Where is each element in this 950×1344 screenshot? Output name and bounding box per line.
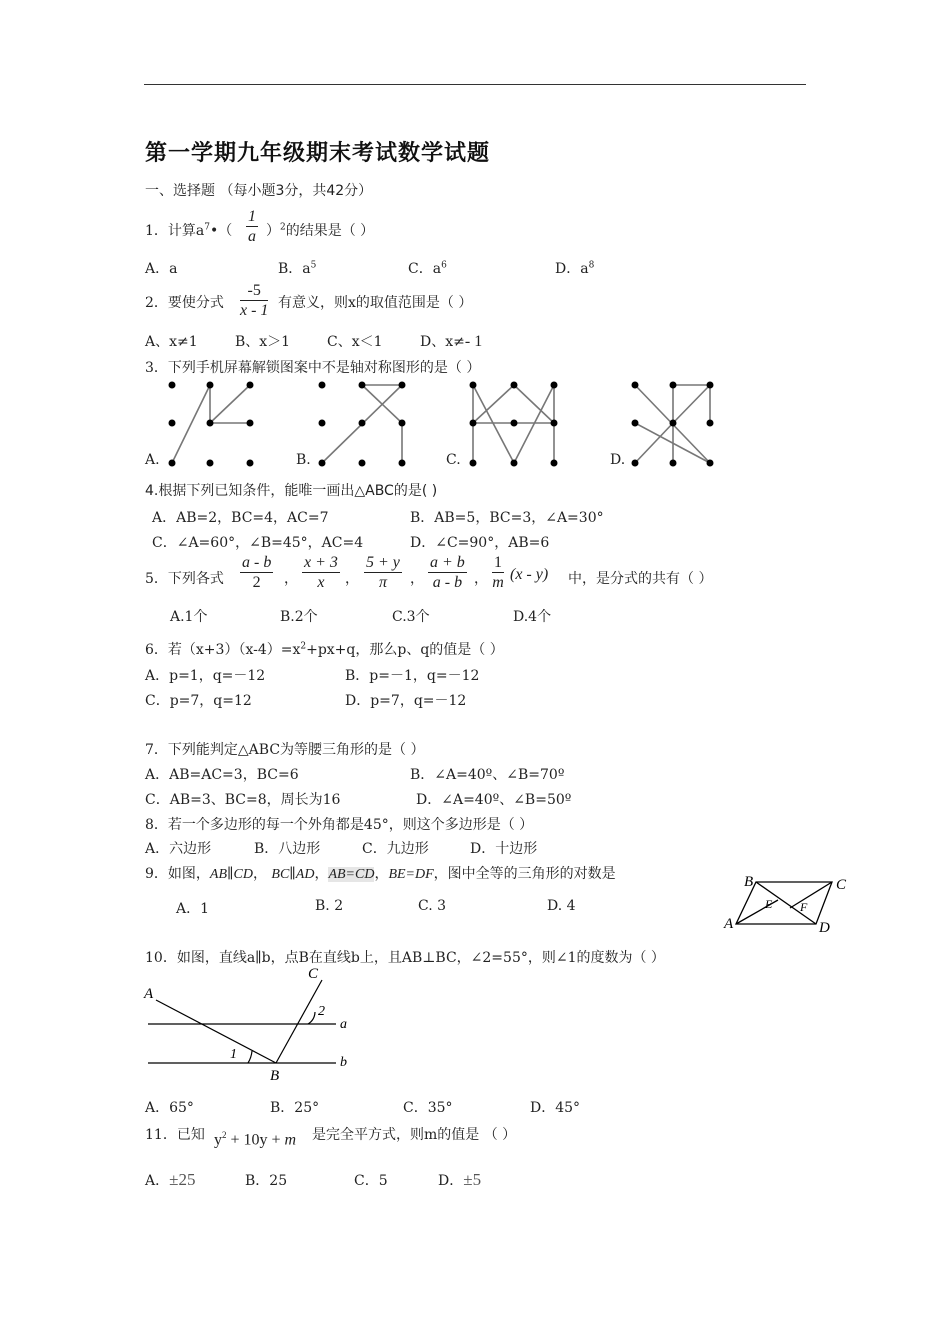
- q1-option-c-sup: 6: [441, 260, 447, 271]
- q9-label-b: B: [744, 874, 754, 890]
- q9-label-d: D: [819, 920, 830, 936]
- q6-text-pre: 6．若（x+3）（x-4）=x: [145, 642, 301, 658]
- q1-option-d-sup: 8: [588, 260, 595, 271]
- question-1: [145, 220, 232, 240]
- q3-pattern-dot: [399, 420, 406, 427]
- q10-label-line-b: b: [340, 1055, 347, 1070]
- q5-comma-1: ，: [284, 571, 298, 587]
- q1-option-d: [555, 258, 594, 278]
- q11-expr-m: m: [284, 1131, 297, 1149]
- q11-option-a: [145, 1170, 195, 1190]
- q1-frac-num: 1: [248, 208, 256, 225]
- q10-label-b-point: B: [270, 1068, 280, 1084]
- q3-pattern-dot: [169, 382, 176, 389]
- q2-fraction: [240, 282, 268, 321]
- q3-pattern-dot: [319, 460, 326, 467]
- q9-option-d: D. 4: [547, 898, 576, 914]
- q1-option-d-text: D．a: [555, 261, 589, 277]
- q11-option-d-value: ±5: [463, 1170, 482, 1189]
- q11-pre: 11．已知: [145, 1127, 205, 1143]
- q5-frac-3: [364, 554, 402, 593]
- q3-pattern-dot: [670, 382, 677, 389]
- q9-cond-4: BE=DF: [388, 867, 434, 882]
- q11-post: 是完全平方式，则m的值是 （ ）: [312, 1127, 517, 1143]
- q3-pattern-dot: [670, 420, 677, 427]
- q1-pre: 1．计算a: [145, 223, 205, 239]
- q3-pattern-dot: [470, 382, 477, 389]
- q10-text: 10．如图，直线a∥b，点B在直线b上，且AB⊥BC，∠2=55°，则∠1的度数为（ ）: [145, 950, 665, 966]
- q9-label-f: F: [800, 900, 808, 914]
- q3-pattern-dot: [359, 382, 366, 389]
- q3-pattern-dot: [670, 460, 677, 467]
- q6-text: [145, 639, 504, 659]
- q3-label-b: B.: [296, 452, 311, 468]
- q9-label-c: C: [836, 877, 847, 893]
- q5-frac-3-num: 5 + y: [366, 554, 400, 571]
- q9-post: ，图中全等的三角形的对数是: [433, 866, 616, 882]
- q3-pattern-dot: [399, 460, 406, 467]
- q5-post: 中，是分式的共有（ ）: [568, 571, 713, 587]
- q4-option-a: A．AB=2，BC=4，AC=7: [152, 510, 329, 526]
- q3-pattern-dot: [551, 382, 558, 389]
- q8-option-b: B．八边形: [254, 841, 321, 857]
- q3-figures: [140, 375, 730, 475]
- q10-option-a: A．65°: [145, 1100, 194, 1116]
- q3-pattern-dot: [707, 460, 714, 467]
- q1-option-a: [145, 258, 177, 278]
- q3-pattern-dot: [632, 420, 639, 427]
- q3-pattern-dot: [511, 382, 518, 389]
- q5-frac-3-den: π: [378, 574, 387, 591]
- q8-option-d: D．十边形: [470, 841, 538, 857]
- q9-cond-1: AB∥CD: [209, 867, 253, 882]
- q3-pattern-dot: [247, 420, 254, 427]
- q1-frac-den: a: [248, 228, 256, 245]
- q3-pattern-dot: [207, 420, 214, 427]
- q3-pattern-dot: [632, 460, 639, 467]
- q1-post-b: 的结果是（ ）: [285, 223, 375, 239]
- q9-cond-3: AB=CD: [328, 867, 375, 882]
- q1-mid: •（: [210, 223, 233, 239]
- q1-option-a-text: A．a: [145, 261, 178, 277]
- q3-label-c: C.: [446, 452, 461, 468]
- q7-option-a: A．AB=AC=3，BC=6: [145, 767, 299, 783]
- q3-pattern-dot: [169, 420, 176, 427]
- q2-frac-num: -5: [240, 282, 268, 301]
- q9-option-c: C. 3: [418, 898, 447, 914]
- q2-option-a: A、x≠1: [145, 334, 198, 350]
- q5-option-a: A.1个: [170, 609, 208, 625]
- q5-frac-1-den: 2: [252, 574, 261, 591]
- q5-frac-4-num: a + b: [430, 554, 465, 571]
- q2-frac-den: x - 1: [240, 302, 269, 319]
- q6-sup: 2: [300, 641, 307, 652]
- q5-frac-1: [240, 554, 273, 593]
- q9-label-e: E: [765, 897, 773, 911]
- q4-option-c: C．∠A=60°，∠B=45°，AC=4: [152, 535, 364, 551]
- q9-option-a: A．1: [176, 901, 210, 917]
- q9-pre: 9．如图，: [145, 866, 210, 882]
- q1-fraction: [246, 208, 258, 247]
- q2-post: 有意义，则x的取值范围是（ ）: [278, 295, 473, 311]
- q11-option-b: B．25: [245, 1173, 288, 1189]
- q11-option-a-value: ±25: [169, 1170, 196, 1189]
- q3-text: 3．下列手机屏幕解锁图案中不是轴对称图形的是（ ）: [145, 360, 481, 376]
- q5-option-c: C.3个: [392, 609, 430, 625]
- q10-option-d: D．45°: [530, 1100, 581, 1116]
- q6-option-b: B．p=－1，q=－12: [345, 668, 480, 684]
- q1-post: [266, 220, 374, 240]
- q5-tail-expr: (x - y): [510, 566, 549, 583]
- q10-parallel-lines-figure: [140, 962, 360, 1084]
- header-rule: [144, 84, 806, 85]
- q11-expr-sup: 2: [222, 1130, 227, 1140]
- q3-pattern-dot: [399, 382, 406, 389]
- q3-pattern-dot: [359, 420, 366, 427]
- q9-label-a: A: [724, 916, 734, 932]
- q9-sep-2: ，: [314, 866, 329, 882]
- q10-label-angle-1: 1: [230, 1047, 237, 1062]
- q7-option-c: C．AB=3、BC=8，周长为16: [145, 792, 341, 808]
- q5-pre: 5．下列各式: [145, 571, 224, 587]
- q5-frac-5-num: 1: [494, 554, 502, 571]
- q9-sep-1: ，: [252, 866, 272, 882]
- q3-pattern-dot: [511, 420, 518, 427]
- q1-option-b-text: B．a: [278, 261, 311, 277]
- q2-option-d-text: D、x≠: [420, 334, 465, 350]
- q5-frac-2-num: x + 3: [304, 554, 338, 571]
- q5-option-b: B.2个: [280, 609, 318, 625]
- q2-option-c: C、x＜1: [327, 334, 383, 350]
- q11-expr-mid: + 10y +: [226, 1131, 285, 1149]
- q2-pre: 2．要使分式: [145, 295, 224, 311]
- q7-text: 7．下列能判定△ABC为等腰三角形的是（ ）: [145, 742, 425, 758]
- q3-pattern-dot: [207, 382, 214, 389]
- q3-pattern-dot: [247, 460, 254, 467]
- q6-option-c: C．p=7，q=12: [145, 693, 252, 709]
- q8-option-a: A．六边形: [145, 841, 212, 857]
- q9-text: [145, 863, 616, 883]
- q5-frac-1-num: a - b: [242, 554, 272, 571]
- q1-option-b-sup: 5: [310, 260, 317, 271]
- q5-option-d: D.4个: [513, 609, 552, 625]
- q1-option-b: [278, 258, 316, 278]
- q9-cond-2: BC∥AD: [271, 867, 315, 882]
- q4-text: 4.根据下列已知条件，能唯一画出△ABC的是( ): [145, 483, 438, 499]
- q5-frac-2: [302, 554, 340, 593]
- q4-option-d: D．∠C=90°，AB=6: [410, 535, 550, 551]
- q11-expr-y: y: [214, 1131, 222, 1149]
- q5-comma-3: ，: [410, 571, 424, 587]
- q10-label-line-a: a: [340, 1017, 347, 1032]
- q3-pattern-dot: [551, 460, 558, 467]
- q2-option-d-value: - 1: [464, 333, 483, 350]
- q10-option-c: C．35°: [403, 1100, 453, 1116]
- q4-option-b: B．AB=5，BC=3，∠A=30°: [410, 510, 604, 526]
- q11-option-d: [438, 1170, 481, 1190]
- q5-comma-2: ，: [345, 571, 359, 587]
- q9-sep-3: ，: [374, 866, 389, 882]
- q2-option-b: B、x＞1: [235, 334, 291, 350]
- q3-pattern-dot: [247, 382, 254, 389]
- q5-frac-4-den: a - b: [432, 574, 463, 591]
- q3-pattern-dot: [511, 460, 518, 467]
- q3-pattern-dot: [359, 460, 366, 467]
- q8-text: 8．若一个多边形的每一个外角都是45°，则这个多边形是（ ）: [145, 817, 534, 833]
- q5-frac-5: [492, 554, 504, 593]
- q3-label-a: A.: [145, 452, 160, 468]
- q1-option-c: [408, 258, 447, 278]
- q2-option-d: [420, 331, 482, 351]
- q7-option-b: B．∠A=40º、∠B=70º: [410, 767, 565, 783]
- q3-pattern-dot: [319, 420, 326, 427]
- q3-dots: [169, 382, 714, 467]
- q10-label-angle-2: 2: [318, 1004, 325, 1019]
- q11-expression: [214, 1130, 296, 1149]
- q11-option-d-text: D．: [438, 1173, 464, 1189]
- q3-pattern-dot: [707, 382, 714, 389]
- q5-frac-5-den: m: [492, 574, 504, 591]
- q6-option-a: A．p=1，q=－12: [145, 668, 266, 684]
- q1-post-a: ）: [266, 223, 280, 239]
- q3-pattern-dot: [707, 420, 714, 427]
- q9-parallelogram-figure: [720, 868, 855, 940]
- q3-pattern-dot: [319, 382, 326, 389]
- q8-option-c: C．九边形: [362, 841, 429, 857]
- q5-comma-4: ，: [474, 571, 488, 587]
- q3-pattern-dot: [470, 460, 477, 467]
- q3-label-d: D.: [610, 452, 626, 468]
- q6-text-post: +px+q，那么p、q的值是（ ）: [306, 642, 504, 658]
- q6-option-d: D．p=7，q=－12: [345, 693, 467, 709]
- q3-pattern-dot: [551, 420, 558, 427]
- q3-pattern-dot: [169, 460, 176, 467]
- q10-option-b: B．25°: [270, 1100, 320, 1116]
- page-title: 第一学期九年级期末考试数学试题: [145, 141, 491, 166]
- q9-option-b: B. 2: [315, 898, 344, 914]
- q5-frac-2-den: x: [317, 574, 325, 591]
- q10-label-a-point: A: [144, 986, 154, 1002]
- q3-pattern-dot: [207, 460, 214, 467]
- q10-label-c: C: [308, 966, 319, 982]
- q3-pattern-dot: [470, 420, 477, 427]
- q1-sup2: 2: [280, 222, 286, 233]
- q3-pattern-dot: [632, 382, 639, 389]
- section-heading: 一、选择题 （每小题3分，共42分）: [145, 183, 373, 199]
- q11-option-c: C．5: [354, 1173, 388, 1189]
- q1-option-c-text: C．a: [408, 261, 442, 277]
- q11-option-a-text: A．: [145, 1173, 170, 1189]
- q7-option-d: D．∠A=40º、∠B=50º: [416, 792, 572, 808]
- q1-sup1: 7: [204, 222, 210, 233]
- q5-frac-4: [428, 554, 467, 593]
